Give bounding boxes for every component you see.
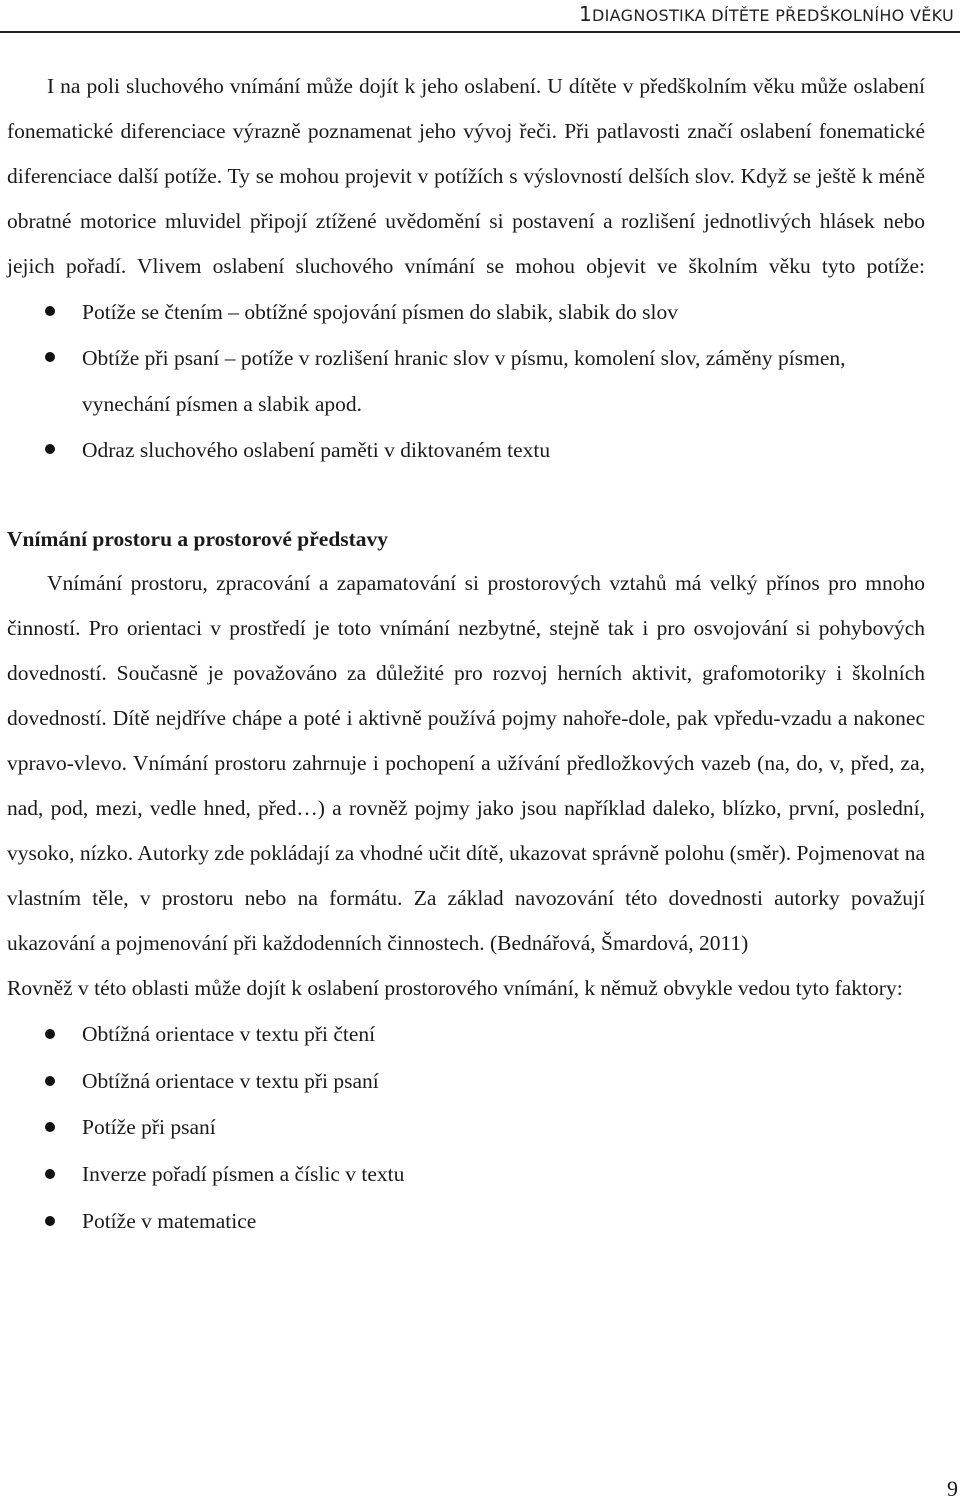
- list-item: Inverze pořadí písmen a číslic v textu: [7, 1151, 925, 1198]
- list-item: Obtížná orientace v textu při čtení: [7, 1011, 925, 1058]
- section-spacer: [7, 473, 925, 517]
- header-chapter-number: 1: [579, 2, 593, 26]
- paragraph-factors-intro: Rovněž v této oblasti může dojít k oslabení prostorového vnímání, k němuž obvykle vedou tyto faktory:: [7, 976, 903, 1000]
- running-header: [0, 0, 960, 34]
- paragraph-spatial-perception: Vnímání prostoru, zpracování a zapamatování si prostorových vztahů má velký přínos pro mnoho činností. Pro orientaci v prostředí je toto vnímání nezbytné, stejně tak i pro osvojování si pohybových dovedností. Současně je považováno za důležité pro rozvoj herních aktivit, grafomotoriky i školních dovedností. Dítě nejdříve chápe a poté i aktivně používá pojmy nahoře-dole, pak vpředu-vzadu a nakonec vpravo-vlevo. Vnímání prostoru zahrnuje i pochopení a užívání předložkových vazeb (na, do, v, před, za, nad, pod, mezi, vedle hned, před…) a rovněž pojmy jako jsou například daleko, blízko, první, poslední, vysoko, nízko. Autorky zde pokládají za vhodné učit dítě, ukazovat správně polohu (směr). Pojmenovat na vlastním těle, v prostoru nebo na formátu. Za základ navozování této dovednosti autorky považují ukazování a pojmenování při každodenních činnostech. (Bednářová, Šmardová, 2011): [7, 571, 925, 955]
- header-title: [579, 2, 954, 26]
- list-item: Potíže se čtením – obtížné spojování písmen do slabik, slabik do slov: [7, 289, 925, 335]
- list-item: Obtíže při psaní – potíže v rozlišení hranic slov v písmu, komolení slov, záměny písmen, vynechání písmen a slabik apod.: [7, 335, 925, 427]
- paragraph-auditory-perception: I na poli sluchového vnímání může dojít k jeho oslabení. U dítěte v předškolním věku může oslabení fonematické diferenciace výrazně poznamenat jeho vývoj řeči. Při patlavosti značí oslabení fonematické diferenciace další potíže. Ty se mohou projevit v potížích s výslovností delších slov. Když se ještě k méně obratné motorice mluvidel připojí ztížené uvědomění si postavení a rozlišení jednotlivých hlásek nebo jejich pořadí. Vlivem oslabení sluchového vnímání se mohou objevit ve školním věku tyto potíže:: [7, 74, 925, 278]
- list-item: Potíže v matematice: [7, 1198, 925, 1245]
- list-item: Obtížná orientace v textu při psaní: [7, 1058, 925, 1105]
- list-spatial-difficulties: [7, 1011, 925, 1245]
- section-heading: Vnímání prostoru a prostorové představy: [7, 527, 389, 551]
- list-item: Odraz sluchového oslabení paměti v diktovaném textu: [7, 427, 925, 473]
- list-reading-writing-difficulties: [7, 289, 925, 473]
- header-chapter-title: DIAGNOSTIKA DÍTĚTE PŘEDŠKOLNÍHO VĚKU: [592, 6, 954, 25]
- page-body: [7, 64, 925, 1245]
- list-item: Potíže při psaní: [7, 1104, 925, 1151]
- page-number: 9: [947, 1476, 958, 1501]
- header-divider: [0, 31, 960, 33]
